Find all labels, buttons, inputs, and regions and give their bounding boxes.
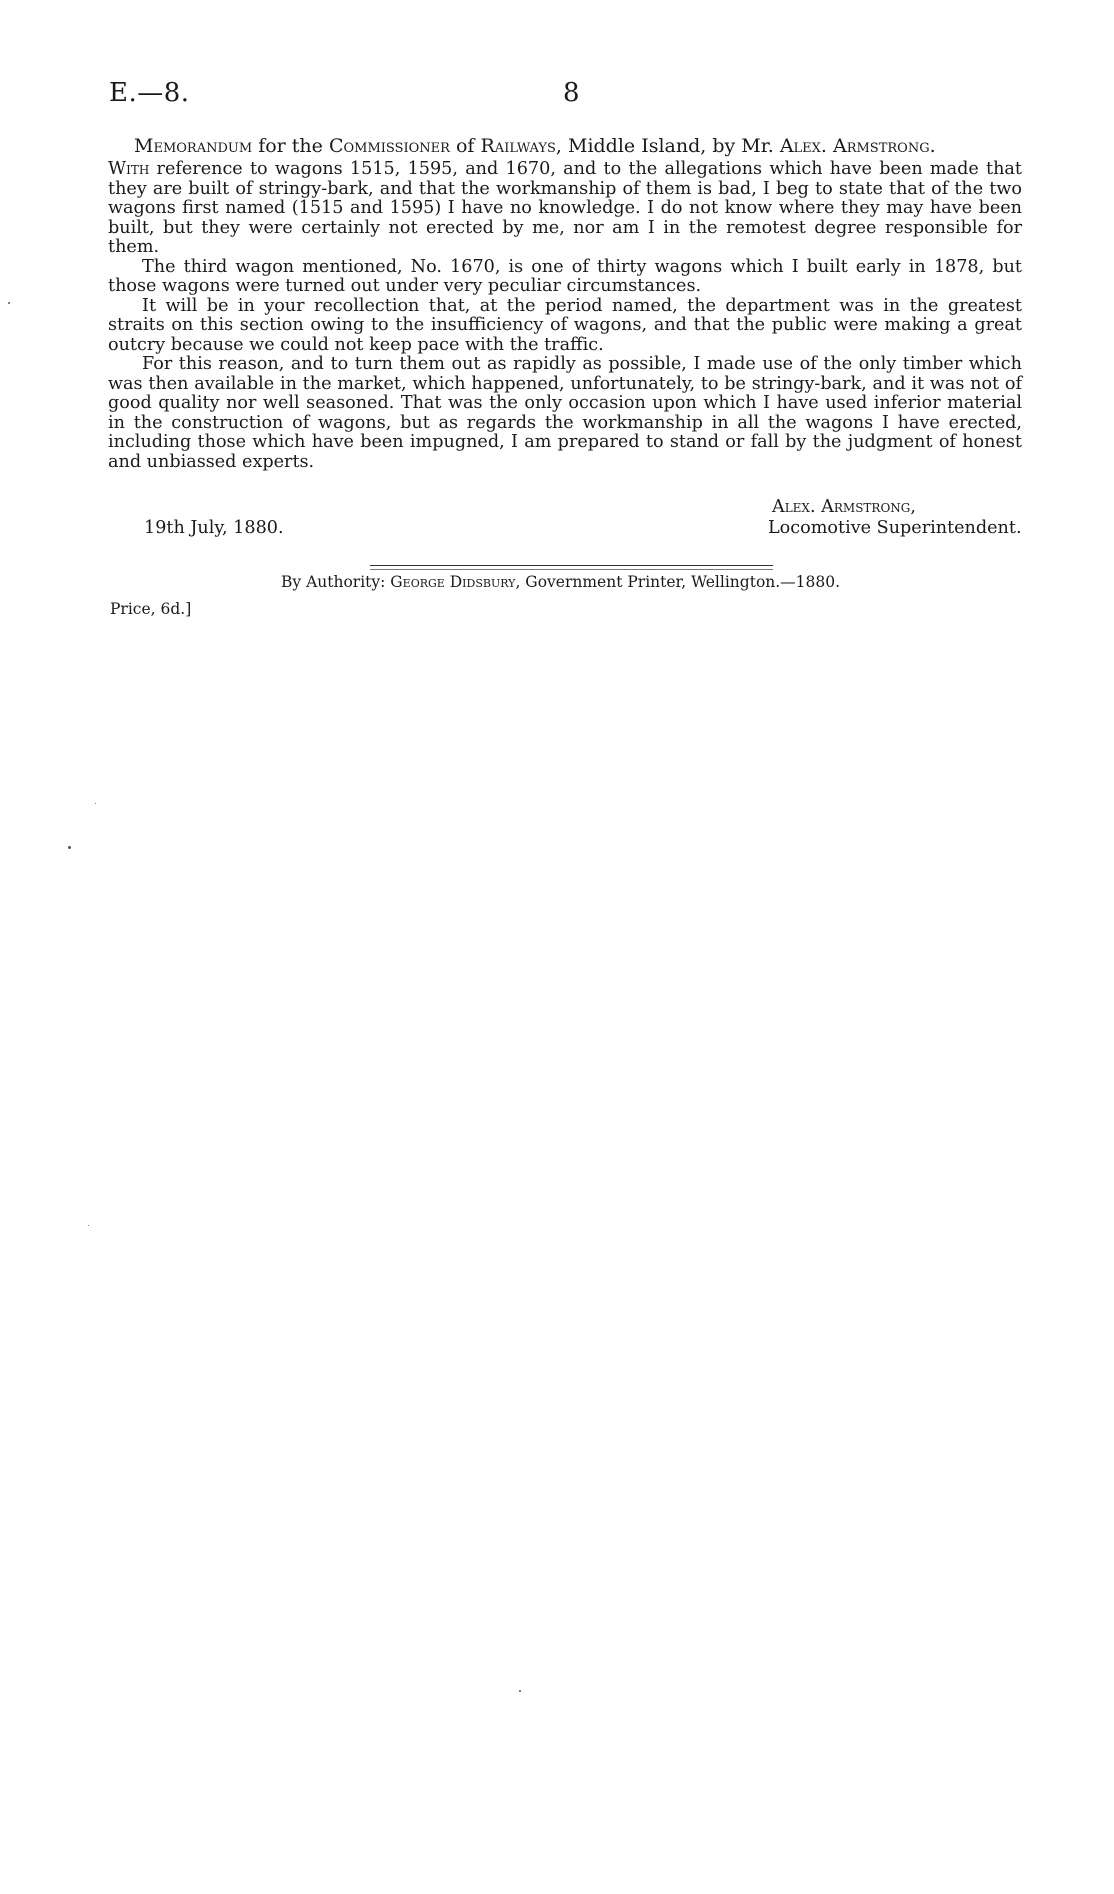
imprint-rest: , Government Printer, Wellington.—1880. [515,573,841,591]
memo-title-connector: , Middle Island, by Mr. [555,135,780,157]
scan-speck [95,803,96,804]
signatory-name: Alex. Armstrong, [772,497,916,517]
scan-speck [8,302,10,304]
memo-title-word: Memorandum [134,135,253,157]
printer-name: George Didsbury [390,573,516,591]
scan-speck [519,1690,521,1692]
imprint-rule-thin [370,569,773,570]
price-note: Price, 6d.] [110,600,192,618]
signatory-title: Locomotive Superintendent. [768,518,1022,538]
page-number: 8 [563,78,580,108]
memo-title-word: Railways [480,135,556,157]
scan-speck [68,846,71,849]
paragraph-4: For this reason, and to turn them out as rapidly as possible, I made use of the only timber which was then available in the market, which happened, unfortunately, to be stringy-bark, and it was not of good quality nor well seasoned. That was the only occasion upon which I have used inferior material in the construction of wagons, but as regards the workmanship in all the wagons I have erected, including those which have been impugned, I am prepared to stand or fall by the judgment of honest and unbiassed experts. [108,354,1022,472]
memo-title-connector: of [449,135,481,157]
memo-title-author: Alex. Armstrong. [779,135,936,157]
printer-imprint [281,573,840,591]
memo-body [108,160,1022,472]
paragraph-1 [108,160,1022,258]
scan-speck [88,1225,89,1226]
paragraph-lead-word: With [108,159,150,179]
memo-date: 19th July, 1880. [144,518,284,538]
paragraph-1-text: reference to wagons 1515, 1595, and 1670, and to the allegations which have been made that they are built of stringy-bark, and that the workmanship of them is bad, I beg to state that of the two wagons first named (1515 and 1595) I have no knowledge. I do not know where they may have been built, but they were certainly not erected by me, nor am I in the remotest degree responsible for them. [108,159,1022,257]
memo-title-connector: for the [252,135,329,157]
memo-title-word: Commissioner [328,135,450,157]
imprint-lead: By Authority: [281,573,391,591]
imprint-rule [370,565,773,566]
paragraph-2: The third wagon mentioned, No. 1670, is one of thirty wagons which I built early in 1878, but those wagons were turned out under very peculiar circumstances. [108,256,1022,296]
paragraph-3: It will be in your recollection that, at the period named, the department was in the greatest straits on this section owing to the insufficiency of wagons, and that the public were making a great outcry because we could not keep pace with the traffic. [108,295,1022,355]
document-reference: E.—8. [109,78,190,108]
memo-title [134,135,1034,157]
